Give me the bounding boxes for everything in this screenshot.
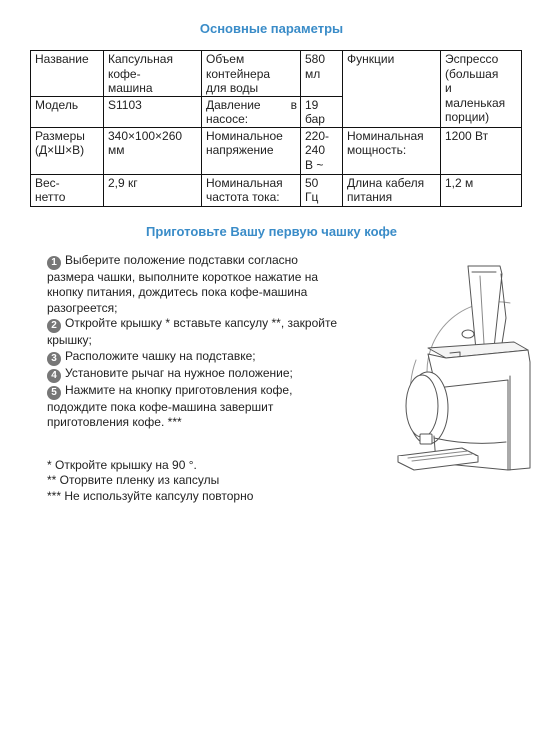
cable-label-cell: Длина кабеля питания [343,174,441,206]
voltage-value-cell: 220- 240 В ~ [301,127,343,174]
weight-label-cell: Вес- нетто [31,174,104,206]
size-value-cell: 340×100×260 мм [104,127,202,174]
name-value-cell: Капсульная кофе- машина [104,51,202,97]
name-label-cell: Название [31,51,104,97]
numbered-circle-icon: 3 [47,352,61,366]
freq-value-cell: 50 Гц [301,174,343,206]
cable-value-cell: 1,2 м [441,174,522,206]
numbered-circle-icon: 1 [47,256,61,270]
step-4: 4 Установите рычаг на нужное положение; [47,366,372,383]
model-value-cell: S1103 [104,96,202,127]
footnote: ** Оторвите пленку из капсулы [47,473,220,488]
params-heading: Основные параметры [199,21,344,36]
pressure-value-cell: 19 бар [301,96,343,127]
step-2: 2 Откройте крышку * вставьте капсулу **, закройте крышку; [47,316,338,348]
power-label-cell: Номинальная мощность: [343,127,441,174]
functions-value-cell: Эспрессо (большая и маленькая порции) [441,51,522,128]
footnotes [47,458,377,504]
water-value-cell: 580 мл [301,51,343,97]
step-3: 3 Расположите чашку на подставке; [47,349,372,366]
numbered-circle-icon: 5 [47,386,61,400]
voltage-label-cell: Номинальное напряжение [202,127,301,174]
footnote: *** Не используйте капсулу повторно [47,488,254,503]
coffee-machine-illustration-icon [380,258,543,483]
pressure-label-cell: Давление в насосе: [202,96,301,127]
model-label-cell: Модель [31,96,104,127]
prepare-heading: Приготовьте Вашу первую чашку кофе [146,224,397,239]
footnote: * Откройте крышку на 90 °. [47,458,197,472]
numbered-circle-icon: 2 [47,319,61,333]
size-label-cell: Размеры (Д×Ш×В) [31,127,104,174]
functions-label-cell: Функции [343,51,441,128]
numbered-circle-icon: 4 [47,369,61,383]
spec-table [30,50,522,207]
power-value-cell: 1200 Вт [441,127,522,174]
steps-list [47,253,372,430]
step-1: 1 Выберите положение подставки согласно размера чашки, выполните короткое нажатие на кнопку питания, дождитесь пока кофе-машина разогреется; [47,253,319,315]
water-label-cell: Объем контейнера для воды [202,51,301,97]
weight-value-cell: 2,9 кг [104,174,202,206]
freq-label-cell: Номинальная частота тока: [202,174,301,206]
step-5: 5 Нажмите на кнопку приготовления кофе, подождите пока кофе-машина завершит приготовления кофе. *** [47,382,293,430]
